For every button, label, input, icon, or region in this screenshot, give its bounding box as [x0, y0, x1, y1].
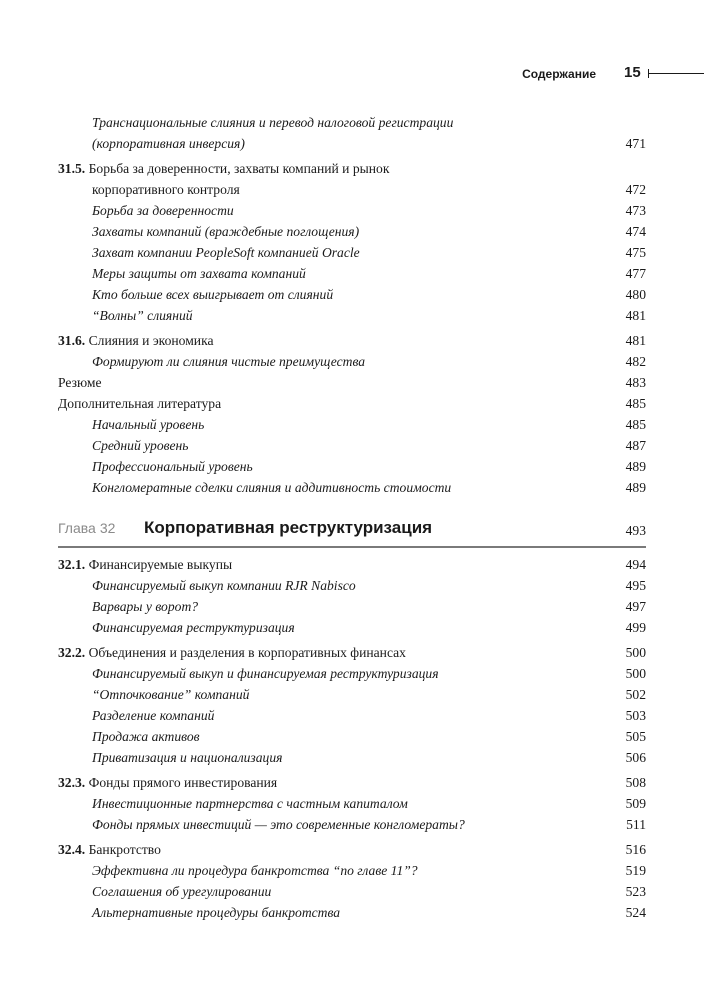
toc-entry-title: Захват компании PeopleSoft компанией Oracle [92, 245, 360, 260]
toc-page-number: 508 [625, 775, 646, 790]
toc-entry-title: Разделение компаний [92, 708, 215, 723]
toc-subentry[interactable] [58, 179, 646, 200]
toc-entry-title: Соглашения об урегулировании [92, 884, 272, 899]
chapter-heading[interactable] [58, 514, 646, 548]
toc-entry-title: Дополнительная литература [58, 396, 222, 411]
toc-entry-title: корпоративного контроля [92, 182, 240, 197]
table-of-contents [58, 112, 646, 923]
toc-subentry[interactable] [58, 793, 646, 814]
chapter-label: Глава 32 [58, 520, 116, 536]
toc-section-entry[interactable] [58, 642, 646, 663]
toc-entry-title: Финансируемый выкуп компании RJR Nabisco [92, 578, 356, 593]
toc-entry-title: Меры защиты от захвата компаний [92, 266, 306, 281]
toc-subentry[interactable] [58, 221, 646, 242]
toc-subentry[interactable] [58, 902, 646, 923]
toc-subentry[interactable] [58, 435, 646, 456]
toc-subentry[interactable] [58, 133, 646, 154]
toc-subentry[interactable] [58, 263, 646, 284]
toc-subentry[interactable] [58, 456, 646, 477]
toc-page-number: 472 [625, 182, 646, 197]
section-number: 32.1. [58, 557, 86, 572]
toc-section-entry[interactable] [58, 554, 646, 575]
chapter-page: 493 [625, 523, 646, 538]
toc-entry-title: Начальный уровень [92, 417, 205, 432]
toc-page-number: 500 [625, 666, 646, 681]
toc-page-number: 506 [625, 750, 646, 765]
toc-entry-title [58, 772, 277, 793]
toc-page-number: 519 [625, 863, 646, 878]
toc-entry-title: Захваты компаний (враждебные поглощения) [92, 224, 360, 239]
toc-entry-title [58, 839, 161, 860]
toc-entry-title [58, 158, 389, 179]
toc-subentry[interactable] [58, 596, 646, 617]
toc-entry-title: Продажа активов [92, 729, 200, 744]
toc-page-number: 509 [625, 796, 646, 811]
toc-page-number: 495 [625, 578, 646, 593]
header-rule [648, 73, 704, 74]
section-title: Борьба за доверенности, захваты компаний и рынок [88, 161, 390, 176]
toc-entry-title: Финансируемый выкуп и финансируемая реструктуризация [92, 666, 439, 681]
toc-entry-title [58, 642, 406, 663]
toc-subentry[interactable] [58, 351, 646, 372]
toc-subentry[interactable] [58, 242, 646, 263]
toc-section-entry[interactable] [58, 839, 646, 860]
toc-entry-title [58, 554, 232, 575]
toc-entry-title: Кто больше всех выигрывает от слияний [92, 287, 334, 302]
toc-page-number: 494 [625, 557, 646, 572]
toc-section-entry[interactable] [58, 772, 646, 793]
toc-entry-title: Варвары у ворот? [92, 599, 199, 614]
section-number: 31.6. [58, 333, 86, 348]
section-number: 31.5. [58, 161, 86, 176]
toc-page-number: 481 [625, 308, 646, 323]
toc-entry-title: Профессиональный уровень [92, 459, 253, 474]
toc-entry-title: Средний уровень [92, 438, 189, 453]
toc-page-number: 516 [625, 842, 646, 857]
toc-page-number: 480 [625, 287, 646, 302]
section-number: 32.3. [58, 775, 86, 790]
toc-entry-title: Приватизация и национализация [92, 750, 283, 765]
toc-page-number: 485 [625, 417, 646, 432]
toc-entry-title: Эффективна ли процедура банкротства “по главе 11”? [92, 863, 418, 878]
toc-subentry[interactable] [58, 814, 646, 835]
toc-entry-title: “Волны” слияний [92, 308, 193, 323]
toc-page-number: 523 [625, 884, 646, 899]
toc-page-number: 473 [625, 203, 646, 218]
header-page-number: 15 [624, 64, 641, 81]
toc-page-number: 497 [625, 599, 646, 614]
toc-entry-title: Конгломератные сделки слияния и аддитивность стоимости [92, 480, 452, 495]
toc-page-number: 477 [625, 266, 646, 281]
toc-page-number: 482 [625, 354, 646, 369]
toc-page-number: 481 [625, 333, 646, 348]
toc-page-number: 471 [625, 136, 646, 151]
toc-section-entry[interactable] [58, 330, 646, 351]
toc-page-number: 483 [625, 375, 646, 390]
toc-entry-title: Резюме [58, 375, 102, 390]
toc-page-number: 503 [625, 708, 646, 723]
toc-page-number: 474 [625, 224, 646, 239]
toc-page-number: 489 [625, 459, 646, 474]
toc-section-entry[interactable] [58, 158, 646, 179]
toc-page-number: 485 [625, 396, 646, 411]
toc-subentry[interactable] [58, 726, 646, 747]
toc-entry-title: Финансируемая реструктуризация [92, 620, 295, 635]
toc-page-number: 524 [625, 905, 646, 920]
toc-subentry[interactable] [58, 747, 646, 768]
toc-page-number: 475 [625, 245, 646, 260]
toc-page-number: 499 [625, 620, 646, 635]
toc-page-number: 505 [625, 729, 646, 744]
toc-subentry[interactable] [58, 477, 646, 498]
toc-subentry[interactable] [58, 881, 646, 902]
section-title: Банкротство [88, 842, 161, 857]
toc-block-chapter-31 [58, 112, 646, 498]
toc-page-number: 502 [625, 687, 646, 702]
toc-page-number: 487 [625, 438, 646, 453]
toc-subentry[interactable] [58, 284, 646, 305]
section-title: Объединения и разделения в корпоративных финансах [88, 645, 406, 660]
toc-entry-title: “Отпочкование” компаний [92, 687, 250, 702]
chapter-title: Корпоративная реструктуризация [144, 518, 433, 537]
toc-entry-title: Альтернативные процедуры банкротства [92, 905, 341, 920]
toc-top-entry[interactable] [58, 393, 646, 414]
section-title: Финансируемые выкупы [88, 557, 233, 572]
section-number: 32.2. [58, 645, 86, 660]
toc-entry-title: (корпоративная инверсия) [92, 136, 245, 151]
toc-page-number: 489 [625, 480, 646, 495]
toc-block-chapter-32 [58, 554, 646, 923]
toc-entry-title: Формируют ли слияния чистые преимущества [92, 354, 366, 369]
section-title: Слияния и экономика [88, 333, 214, 348]
toc-subentry[interactable] [58, 860, 646, 881]
section-title: Фонды прямого инвестирования [88, 775, 278, 790]
header-title: Содержание [522, 67, 596, 81]
toc-subentry[interactable] [58, 705, 646, 726]
toc-entry-title: Фонды прямых инвестиций — это современные конгломераты? [92, 817, 465, 832]
toc-entry-title: Транснациональные слияния и перевод налоговой регистрации [92, 115, 454, 130]
toc-entry-title: Инвестиционные партнерства с частным капиталом [92, 796, 408, 811]
toc-subentry[interactable] [58, 112, 646, 133]
chapter-rule [58, 546, 646, 548]
toc-subentry[interactable] [58, 663, 646, 684]
toc-entry-title [58, 330, 214, 351]
toc-top-entry[interactable] [58, 372, 646, 393]
section-number: 32.4. [58, 842, 86, 857]
toc-page-number: 511 [626, 817, 646, 832]
toc-subentry[interactable] [58, 684, 646, 705]
toc-subentry[interactable] [58, 414, 646, 435]
toc-page-number: 500 [625, 645, 646, 660]
toc-subentry[interactable] [58, 200, 646, 221]
running-header [0, 64, 704, 84]
toc-entry-title: Борьба за доверенности [92, 203, 234, 218]
toc-subentry[interactable] [58, 305, 646, 326]
toc-subentry[interactable] [58, 617, 646, 638]
toc-subentry[interactable] [58, 575, 646, 596]
